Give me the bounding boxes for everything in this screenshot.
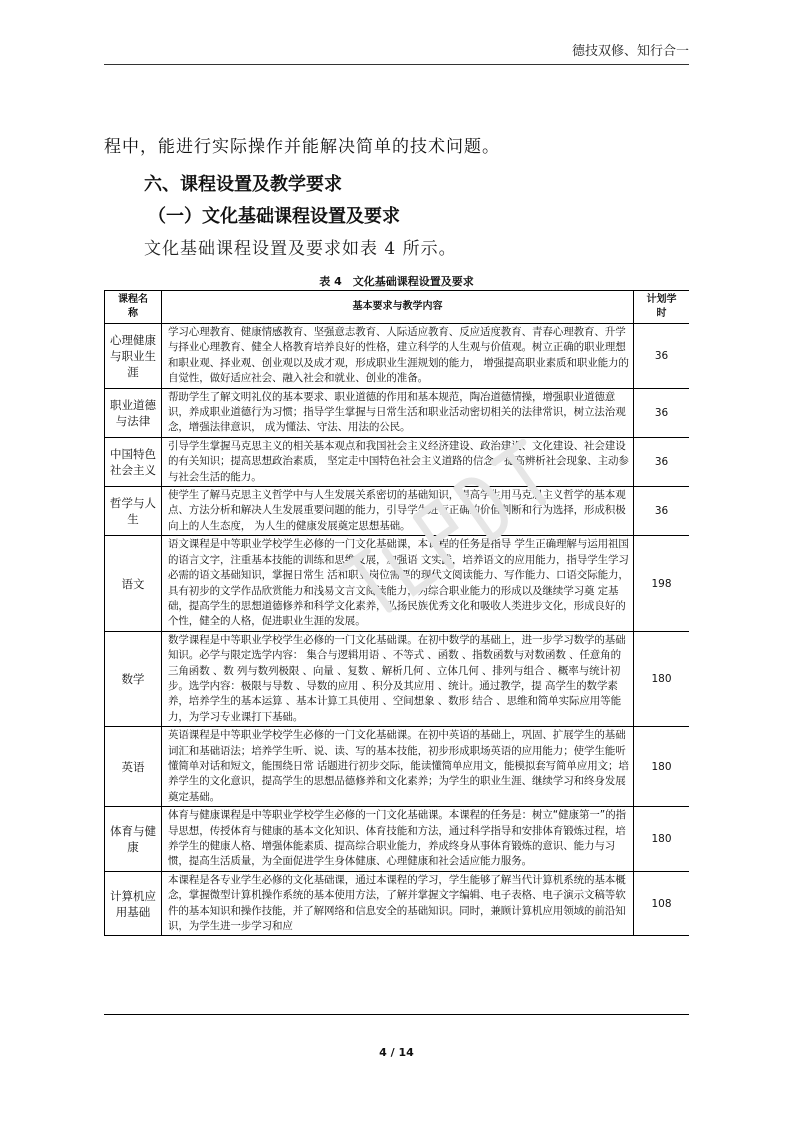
header-divider	[104, 64, 689, 65]
table-header-row	[105, 291, 690, 324]
table-row	[105, 437, 690, 486]
table-row	[105, 631, 690, 726]
course-name-cell: 语文	[105, 536, 162, 631]
table-row	[105, 871, 690, 936]
table-row	[105, 727, 690, 807]
course-content-cell: 使学生了解马克思主义哲学中与人生发展关系密切的基础知识，提高学生用马克思主义哲学的基本观点、方法分析和解决人生发展重要问题的能力，引导学生进行正确的价值判断和行为选择，形成积极向上的人生态度， 为人生的健康发展奠定思想基础。	[162, 487, 634, 536]
course-name-cell: 体育与健康	[105, 807, 162, 872]
page-number: 4 / 14	[379, 1046, 414, 1059]
header-course-name: 课程名称	[105, 291, 162, 324]
course-table-container	[104, 290, 689, 1015]
subsection-heading: （一）文化基础课程设置及要求	[148, 206, 400, 227]
course-hours-cell: 180	[634, 807, 690, 872]
table-row	[105, 324, 690, 389]
course-hours-cell: 180	[634, 631, 690, 726]
table-row	[105, 487, 690, 536]
table-caption: 表 4 文化基础课程设置及要求	[319, 275, 474, 288]
course-content-cell: 数学课程是中等职业学校学生必修的一门文化基础课。在初中数学的基础上，进一步学习数学的基础知识。必学与限定选学内容： 集合与逻辑用语 、不等式 、函数 、指数函数与对数函数 、任意角的三角函数 、数 列与数列极限 、向量 、复数 、解析几何 、立体几何 、排列与组合 、概率与统计初 步。选学内容：极限与导数 、导数的应用 、积分及其应用 、统计。通过教学，提 高学生的数学素养，培养学生的基本运算 、基本计算工具使用 、空间想象 、数形 结合 、思维和简单实际应用等能力，为学习专业课打下基础。	[162, 631, 634, 726]
table-row	[105, 388, 690, 437]
course-name-cell: 计算机应用基础	[105, 871, 162, 936]
course-name-cell: 哲学与人生	[105, 487, 162, 536]
course-hours-cell: 36	[634, 388, 690, 437]
intro-paragraph: 文化基础课程设置及要求如表 4 所示。	[144, 239, 457, 259]
table-row	[105, 807, 690, 872]
course-hours-cell: 36	[634, 437, 690, 486]
course-name-cell: 心理健康与职业生涯	[105, 324, 162, 389]
section-heading: 六、课程设置及教学要求	[144, 174, 342, 195]
body-paragraph-continuation: 程中，能进行实际操作并能解决简单的技术问题。	[104, 137, 500, 157]
course-hours-cell: 36	[634, 324, 690, 389]
course-hours-cell: 198	[634, 536, 690, 631]
course-content-cell: 本课程是各专业学生必修的文化基础课，通过本课程的学习，学生能够了解当代计算机系统的基本概念，掌握微型计算机操作系统的基本使用方法，了解并掌握文字编辑、电子表格、电子演示文稿等软件的基本知识和操作技能，并了解网络和信息安全的基础知识。同时，兼顾计算机应用领域的前沿知识，为学生进一步学习和应	[162, 871, 634, 936]
course-content-cell: 体育与健康课程是中等职业学校学生必修的一门文化基础课。本课程的任务是：树立“健康第一”的指导思想，传授体育与健康的基本文化知识、体育技能和方法，通过科学指导和安排体育锻炼过程，培养学生的健康人格、增强体能素质、提高综合职业能力，养成终身从事体育锻炼的意识、能力与习惯，提高生活质量，为全面促进学生身体健康、心理健康和社会适应能力服务。	[162, 807, 634, 872]
course-hours-cell: 108	[634, 871, 690, 936]
course-name-cell: 中国特色社会主义	[105, 437, 162, 486]
course-content-cell: 引导学生掌握马克思主义的相关基本观点和我国社会主义经济建设、政治建设、文化建设、社会建设的有关知识；提高思想政治素质， 坚定走中国特色社会主义道路的信念；提高辨析社会现象、主动参与社会生活的能力。	[162, 437, 634, 486]
header-hours: 计划学时	[634, 291, 690, 324]
course-name-cell: 数学	[105, 631, 162, 726]
table-row	[105, 536, 690, 631]
course-content-cell: 语文课程是中等职业学校学生必修的一门文化基础课，本课程的任务是指导 学生正确理解与运用祖国的语言文字，注重基本技能的训练和思维发展，加强语 文实践，培养语文的应用能力，指导学生学习必需的语文基础知识，掌握日常生 活和职业岗位需要的现代文阅读能力、写作能力、口语交际能力，具有初步的文学作品欣赏能力和浅易文言文阅读能力，为综合职业能力的形成以及继续学习奠 定基础，提高学生的思想道德修养和科学文化素养，弘扬民族优秀文化和吸收人类进步文化，形成良好的个性，健全的人格，促进职业生涯的发展。	[162, 536, 634, 631]
course-name-cell: 英语	[105, 727, 162, 807]
course-name-cell: 职业道德与法律	[105, 388, 162, 437]
course-content-cell: 帮助学生了解文明礼仪的基本要求、职业道德的作用和基本规范，陶冶道德情操，增强职业道德意识，养成职业道德行为习惯；指导学生掌握与日常生活和职业活动密切相关的法律常识，树立法治观念，增强法律意识， 成为懂法、守法、用法的公民。	[162, 388, 634, 437]
course-table	[104, 290, 689, 936]
header-motto: 德技双修、知行合一	[571, 44, 689, 59]
course-hours-cell: 36	[634, 487, 690, 536]
course-content-cell: 学习心理教育、健康情感教育、坚强意志教育、人际适应教育、反应适度教育、青春心理教育、升学与择业心理教育、健全人格教育培养良好的性格，建立科学的人生观与价值观。树立正确的职业理想和职业观、择业观、创业观以及成才观，形成职业生涯规划的能力， 增强提高职业素质和职业能力的自觉性，做好适应社会、融入社会和就业、创业的准备。	[162, 324, 634, 389]
course-hours-cell: 180	[634, 727, 690, 807]
header-content: 基本要求与教学内容	[162, 291, 634, 324]
course-content-cell: 英语课程是中等职业学校学生必修的一门文化基础课。在初中英语的基础上，巩固、扩展学生的基础词汇和基础语法；培养学生听、说、读、写的基本技能，初步形成职场英语的应用能力；使学生能听懂简单对话和短文，能围绕日常 话题进行初步交际，能读懂简单应用文，能模拟套写简单应用文；培养学生的文化意识，提高学生的思想品德修养和文化素养；为学生的职业生涯、继续学习和终身发展奠定基础。	[162, 727, 634, 807]
